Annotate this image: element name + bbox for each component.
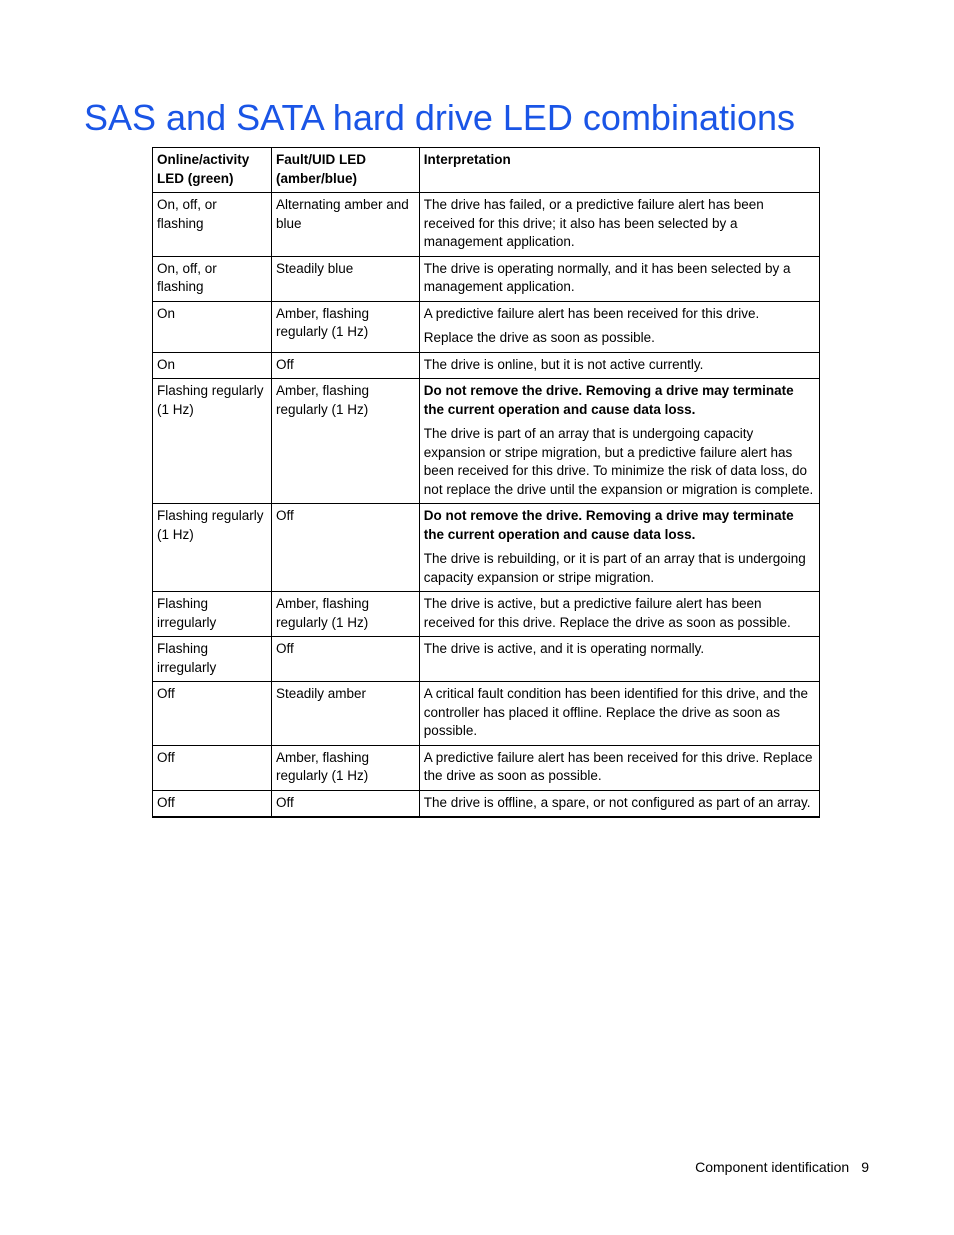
cell-fault-uid: Amber, flashing regularly (1 Hz) [271, 745, 419, 790]
led-combinations-table [152, 147, 820, 818]
column-header-online-activity: Online/activity LED (green) [153, 148, 272, 193]
table-row [153, 504, 820, 592]
table-row [153, 637, 820, 682]
cell-online-activity: Off [153, 790, 272, 817]
cell-fault-uid: Amber, flashing regularly (1 Hz) [271, 301, 419, 352]
cell-online-activity: Flashing regularly (1 Hz) [153, 379, 272, 504]
warning-paragraph: Do not remove the drive. Removing a drive may terminate the current operation and cause data loss. [423, 508, 794, 542]
cell-fault-uid: Off [271, 504, 419, 592]
table-row [153, 301, 820, 352]
cell-fault-uid: Steadily amber [271, 682, 419, 746]
cell-interpretation [419, 637, 819, 682]
cell-fault-uid: Amber, flashing regularly (1 Hz) [271, 379, 419, 504]
interpretation-paragraph: The drive is rebuilding, or it is part of an array that is undergoing capacity expansion or stripe migration. [423, 551, 806, 585]
cell-interpretation [419, 790, 819, 817]
column-header-fault-uid: Fault/UID LED (amber/blue) [271, 148, 419, 193]
warning-paragraph: Do not remove the drive. Removing a drive may terminate the current operation and cause data loss. [423, 383, 794, 417]
table-row [153, 592, 820, 637]
table-body [153, 193, 820, 818]
cell-interpretation [419, 379, 819, 504]
cell-interpretation [419, 193, 819, 257]
cell-fault-uid: Off [271, 352, 419, 379]
cell-interpretation [419, 592, 819, 637]
interpretation-paragraph: Replace the drive as soon as possible. [423, 330, 655, 345]
page-number: 9 [861, 1159, 869, 1175]
cell-interpretation [419, 301, 819, 352]
cell-interpretation [419, 682, 819, 746]
interpretation-paragraph: The drive has failed, or a predictive failure alert has been received for this drive; it also has been selected by a management application. [423, 197, 764, 249]
table-row [153, 745, 820, 790]
cell-interpretation [419, 504, 819, 592]
interpretation-paragraph: The drive is active, and it is operating normally. [423, 641, 705, 656]
cell-online-activity: On, off, or flashing [153, 256, 272, 301]
table-row [153, 352, 820, 379]
page-title: SAS and SATA hard drive LED combinations [84, 97, 796, 138]
cell-online-activity: Flashing regularly (1 Hz) [153, 504, 272, 592]
cell-fault-uid: Alternating amber and blue [271, 193, 419, 257]
cell-interpretation [419, 352, 819, 379]
cell-online-activity: Flashing irregularly [153, 592, 272, 637]
table-row [153, 193, 820, 257]
cell-online-activity: On [153, 352, 272, 379]
table-row [153, 682, 820, 746]
cell-interpretation [419, 745, 819, 790]
table-row [153, 256, 820, 301]
interpretation-paragraph: The drive is operating normally, and it has been selected by a management application. [423, 260, 791, 294]
table-row [153, 790, 820, 817]
table-row [153, 379, 820, 504]
column-header-interpretation: Interpretation [419, 148, 819, 193]
table-header-row [153, 148, 820, 193]
cell-online-activity: Flashing irregularly [153, 637, 272, 682]
cell-fault-uid: Off [271, 790, 419, 817]
interpretation-paragraph: A predictive failure alert has been received for this drive. [423, 305, 760, 321]
cell-fault-uid: Amber, flashing regularly (1 Hz) [271, 592, 419, 637]
interpretation-paragraph: A predictive failure alert has been received for this drive. Replace the drive as soon as possible. [423, 749, 813, 783]
footer-section-name: Component identification [695, 1159, 850, 1175]
cell-online-activity: On, off, or flashing [153, 193, 272, 257]
page-footer [695, 1158, 869, 1176]
cell-fault-uid: Steadily blue [271, 256, 419, 301]
interpretation-paragraph: The drive is active, but a predictive failure alert has been received for this drive. Replace the drive as soon as possible. [423, 596, 791, 630]
cell-online-activity: Off [153, 745, 272, 790]
interpretation-paragraph: A critical fault condition has been identified for this drive, and the controller has placed it offline. Replace the drive as soon as possible. [423, 686, 809, 738]
cell-online-activity: Off [153, 682, 272, 746]
cell-online-activity: On [153, 301, 272, 352]
cell-fault-uid: Off [271, 637, 419, 682]
interpretation-paragraph: The drive is online, but it is not active currently. [423, 356, 704, 372]
interpretation-paragraph: The drive is part of an array that is undergoing capacity expansion or stripe migration, but a predictive failure alert has been received for this drive. To minimize the risk of data loss, do not replace the drive until the expansion or migration is complete. [423, 426, 814, 497]
interpretation-paragraph: The drive is offline, a spare, or not configured as part of an array. [423, 794, 811, 810]
cell-interpretation [419, 256, 819, 301]
